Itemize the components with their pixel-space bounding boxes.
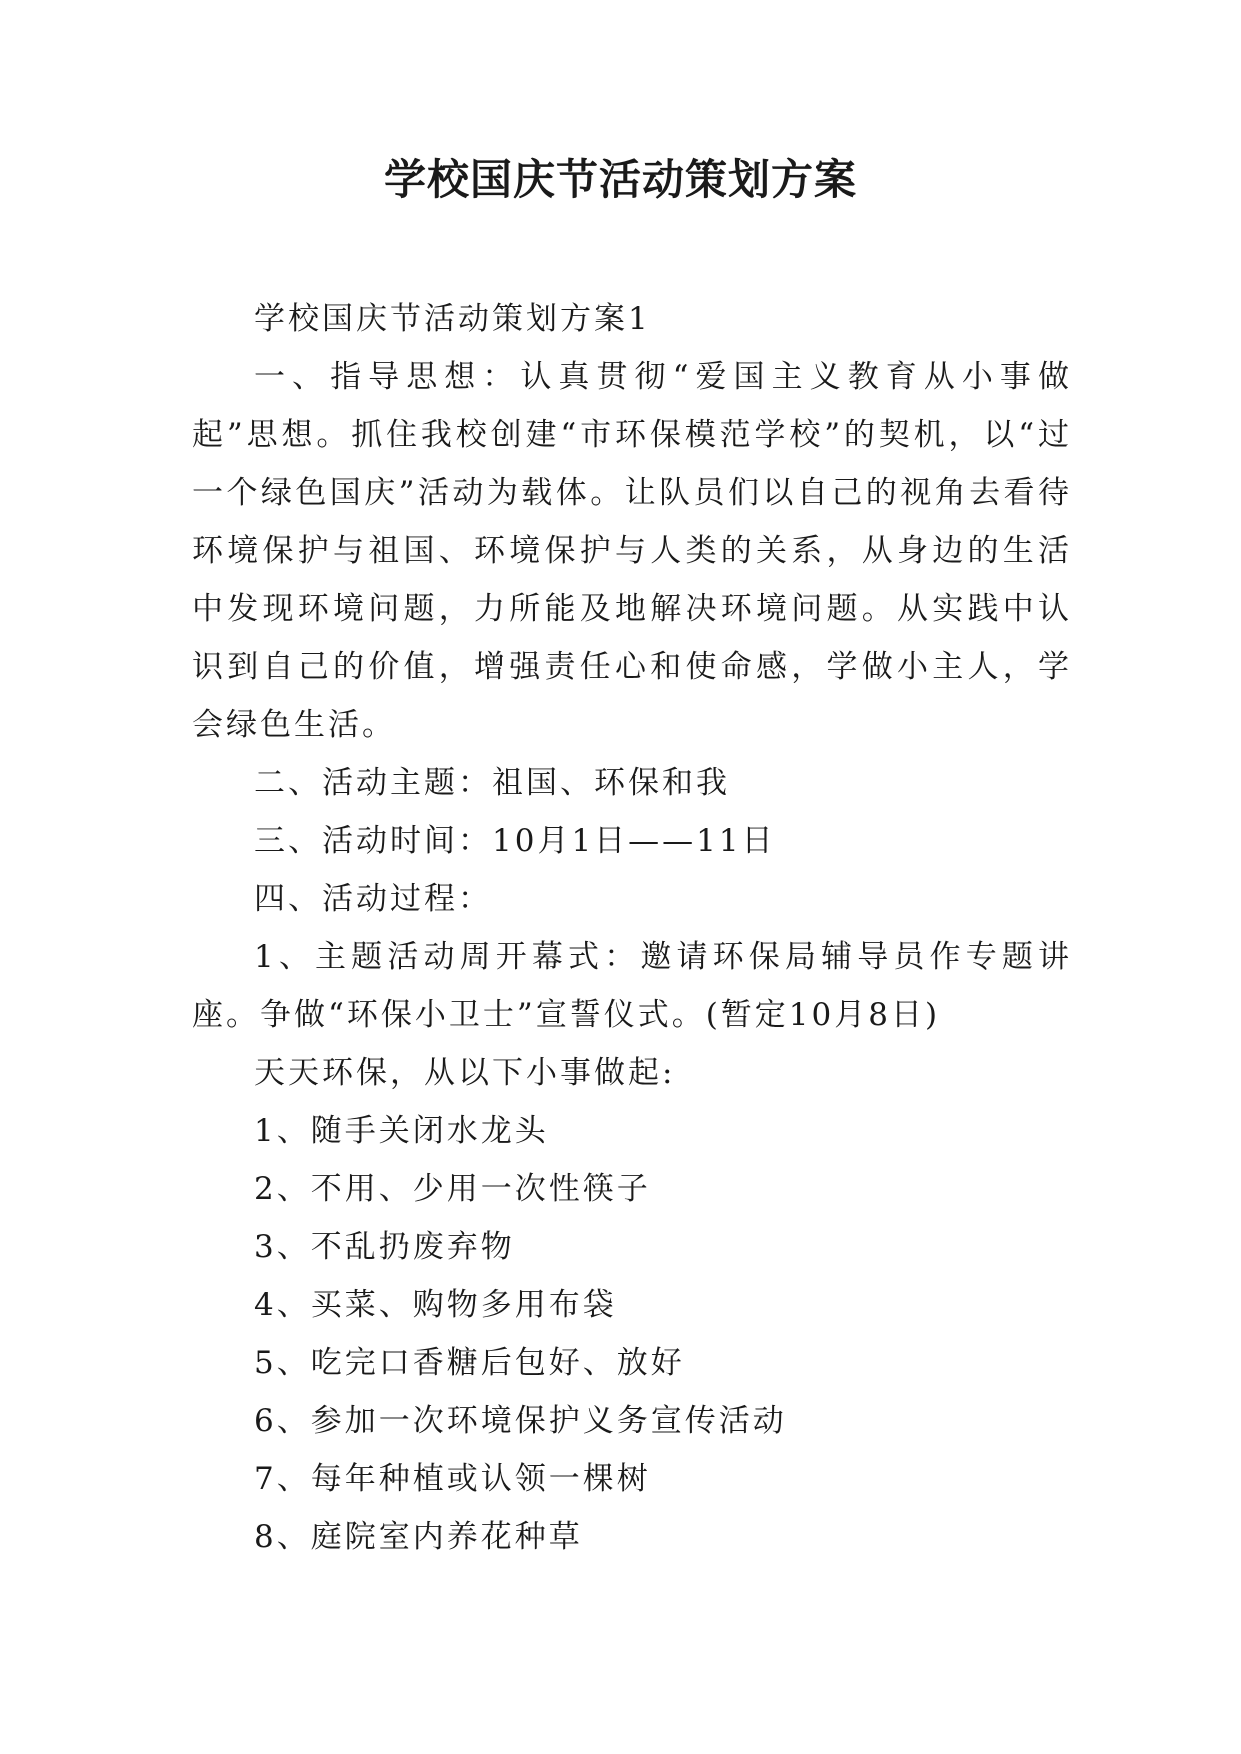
paragraph-opening-ceremony: 1、主题活动周开幕式：邀请环保局辅导员作专题讲座。争做“环保小卫士”宣誓仪式。(暂定10月8日)	[192, 939, 1072, 1033]
list-item: 2、不用、少用一次性筷子	[254, 1171, 651, 1207]
paragraph-theme: 二、活动主题：祖国、环保和我	[254, 765, 730, 801]
paragraph-guiding-idea: 一、指导思想：认真贯彻“爱国主义教育从小事做起”思想。抓住我校创建“市环保模范学校”的契机，以“过一个绿色国庆”活动为载体。让队员们以自己的视角去看待环境保护与祖国、环境保护与人类的关系，从身边的生活中发现环境问题，力所能及地解决环境问题。从实践中认识到自己的价值，增强责任心和使命感，学做小主人，学会绿色生活。	[192, 359, 1072, 743]
list-item: 1、随手关闭水龙头	[254, 1113, 549, 1149]
paragraph-daily-intro: 天天环保，从以下小事做起:	[254, 1055, 676, 1091]
list-item: 5、吃完口香糖后包好、放好	[254, 1345, 685, 1381]
list-item: 4、买菜、购物多用布袋	[254, 1287, 617, 1323]
document-title: 学校国庆节活动策划方案	[383, 155, 857, 204]
paragraph-plan-heading: 学校国庆节活动策划方案1	[254, 301, 651, 337]
list-item: 6、参加一次环境保护义务宣传活动	[254, 1403, 787, 1439]
paragraph-time: 三、活动时间：10月1日——11日	[254, 823, 776, 859]
list-item: 7、每年种植或认领一棵树	[254, 1461, 651, 1497]
list-item: 3、不乱扔废弃物	[254, 1229, 515, 1265]
paragraph-process: 四、活动过程：	[254, 881, 492, 917]
document-body	[192, 290, 1072, 1566]
list-item: 8、庭院室内养花种草	[254, 1519, 583, 1555]
